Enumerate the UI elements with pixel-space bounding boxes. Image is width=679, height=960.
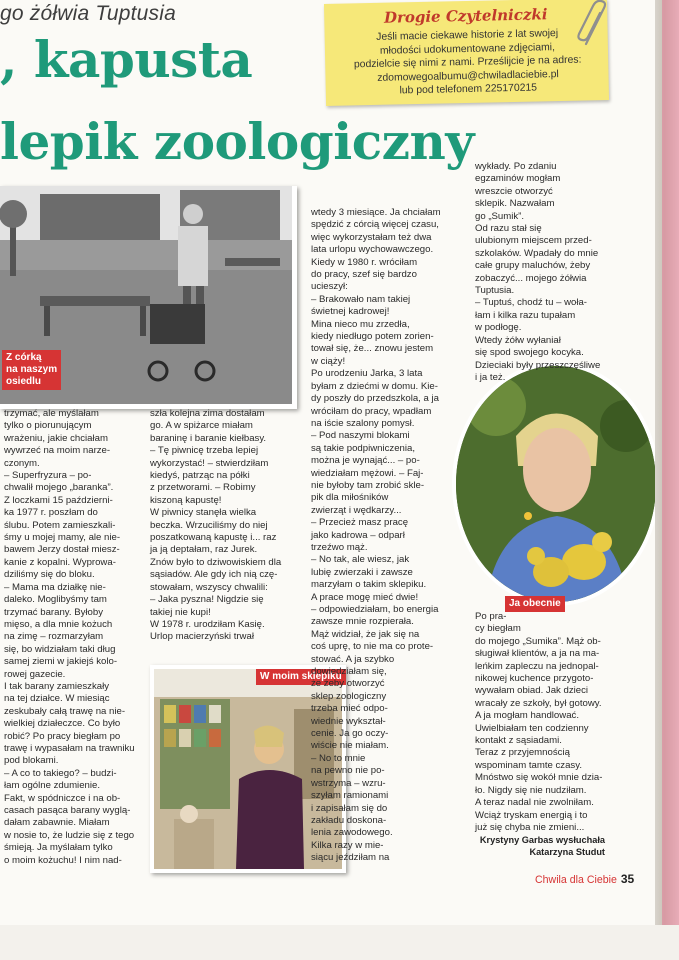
info-box-body: Jeśli macie ciekawe historie z lat swojej młodości udokumentowane zdjęciami, podzielcie się nimi z nami. Prześlijcie je na adres: zdomowegoalbumu@chwiladlaciebie.pl lub pod telefonem 225170215 [353, 28, 582, 97]
caption-photo-3: Ja obecnie [505, 596, 565, 612]
next-page-strip [662, 0, 679, 930]
reader-info-box [324, 0, 609, 106]
headline-line-1: , kapusta [0, 30, 253, 89]
caption-photo-1: Z córką na naszym osiedlu [2, 350, 61, 390]
article-column-1: trzymać, ale myślałam tylko o piorunującym wrażeniu, jakie chciałam wywrzeć na moim narze- czonym. – Superfryzura – po- chwalił mojego „baranka”. Z loczkami 15 październi- ka 1977 r. poszłam do ślubu. Potem zamieszkali- śmy u mojej mamy, ale nie- bawem Jerzy dostał miesz- kanie z kopalni. Wyprowa- dziliśmy się do bloku. – Mama ma działkę nie- daleko. Moglibyśmy tam trzymać barany. Byłoby mięso, a dla mnie kożuch na zimę – rozmarzyłam się, bo widziałam taki dług samej ziemi w jakiejś kolo- rowej gazecie. I tak barany zamieszkały na tej działce. W miesiąc zeskubały całą trawę na nie- wielkiej działeczce. Co było robić? Po pracy biegłam po trawę i wypasałam na trawniku pod blokami. – A co to takiego? – budzi- łam ogólne zdumienie. Fakt, w spódniczce i na ob- casach pasąca barany wyglą- dałam zabawnie. Miałam w nosie to, że ludzie się z tego śmieją. Ja myślałam tylko o moim kożuchu! I nim nad- [4, 408, 135, 866]
kicker-line: go żółwia Tuptusia [0, 2, 176, 25]
article-column-4: wykłady. Po zdaniu egzaminów mogłam wreszcie otworzyć sklepik. Nazwałam go „Sumik”. Od razu stał się ulubionym miejscem przed- szkolaków. Wpadały do mnie całe grupy maluchów, żeby zobaczyć... mojego żółwia Tuptusia. – Tuptuś, chodź tu – woła- łam i kilka razu tupałam w podłogę. Wtedy żółw wyłaniał się spod swojego kocyka. Dzieciaki były przeszczęśliwe i ja też. [475, 161, 601, 383]
scan-margin [0, 925, 679, 960]
page-footer [535, 872, 634, 886]
article-column-5: Po pra- cy biegłam do mojego „Sumika”. Mąż ob- sługiwał klientów, a ja na ma- leńkim zapleczu na jednopal- nikowej kuchence przygoto- wywałam obiad. Jak dzieci wracały ze szkoły, był gotowy. A ja mogłam handlować. Uwielbiałam ten codzienny kontakt z sąsiadami. Teraz z przyjemnością wspominam tamte czasy. Mnóstwo się wokół mnie dzia- ło. Nigdy się nie nudziłam. A teraz nadal nie zwolniłam. Wciąż tryskam energią i to już się chyba nie zmieni... [475, 611, 603, 833]
photo-portrait-now [452, 362, 655, 606]
page-number: 35 [620, 872, 635, 886]
info-box-title: Drogie Czytelniczki [383, 5, 548, 27]
article-column-2: szła kolejna zima dostałam go. A w spiżarce miałam baraninę i baranie kiełbasy. – Tę piwnicę trzeba lepiej wykorzystać! – stwierdziłam kiedyś, patrząc na półki z przetworami. – Robimy kiszoną kapustę! W piwnicy stanęła wielka beczka. Wrzuciliśmy do niej poszatkowaną kapustę i... raz ja ją deptałam, raz Jurek. Znów było to dziwowiskiem dla sąsiadów. Ale gdy ich nią czę- stowałam, wszyscy chwalili: – Jaka pyszna! Nigdzie się takiej nie kupi! W 1978 r. urodziłam Kasię. Urlop macierzyński trwał [150, 408, 282, 643]
photo-portrait-now-image [456, 366, 655, 602]
magazine-name: Chwila dla Ciebie [535, 874, 617, 886]
article-column-3: wtedy 3 miesiące. Ja chciałam spędzić z córcią więcej czasu, więc wykorzystałam też dwa lata urlopu wychowawczego. Kiedy w 1980 r. wróciłam do pracy, szef się bardzo ucieszył: – Brakowało nam takiej świetnej kadrowej! Mina nieco mu zrzedła, kiedy niedługo potem zorien- tował się, że... znowu jestem w ciąży! Po urodzeniu Jarka, 3 lata byłam z dziećmi w domu. Kie- dy poszły do przedszkola, a ja wróciłam do pracy, wpadłam na iście szalony pomysł. – Pod naszymi blokami są takie podpiwniczenia, można je wynająć... – po- wiedziałam mężowi. – Faj- nie byłoby tam zrobić skle- pik dla miłośników zwierząt i wędkarzy... – Przecież masz pracę jako kadrowa – odparł trzeźwo mąż. – No tak, ale wiesz, jak lubię zwierzaki i zawsze marzyłam o takim sklepiku. A prace mogę mieć dwie! – odpowiedziałam, bo energia zawsze mnie rozpierała. Mąż widział, że jak się na coś uprę, to nie ma co prote- stować. A ja szybko dowiedziałam się, że żeby otworzyć sklep zoologiczny trzeba mieć odpo- wiednie wykształ- cenie. Ja go oczy- wiście nie miałam. – No to mnie na pewno nie po- wstrzyma – wzru- szyłam ramionami i zapisałam się do zakładu doskona- lenia zawodowego. Kilka razy w mie- siącu jeździłam na [311, 207, 441, 864]
paperclip-icon [574, 0, 614, 46]
headline-line-2: lepik zoologiczny [0, 112, 474, 171]
caption-photo-2: W moim sklepiku [256, 669, 346, 685]
author-signature: Krystyny Garbas wysłuchała Katarzyna Studut [479, 835, 605, 857]
